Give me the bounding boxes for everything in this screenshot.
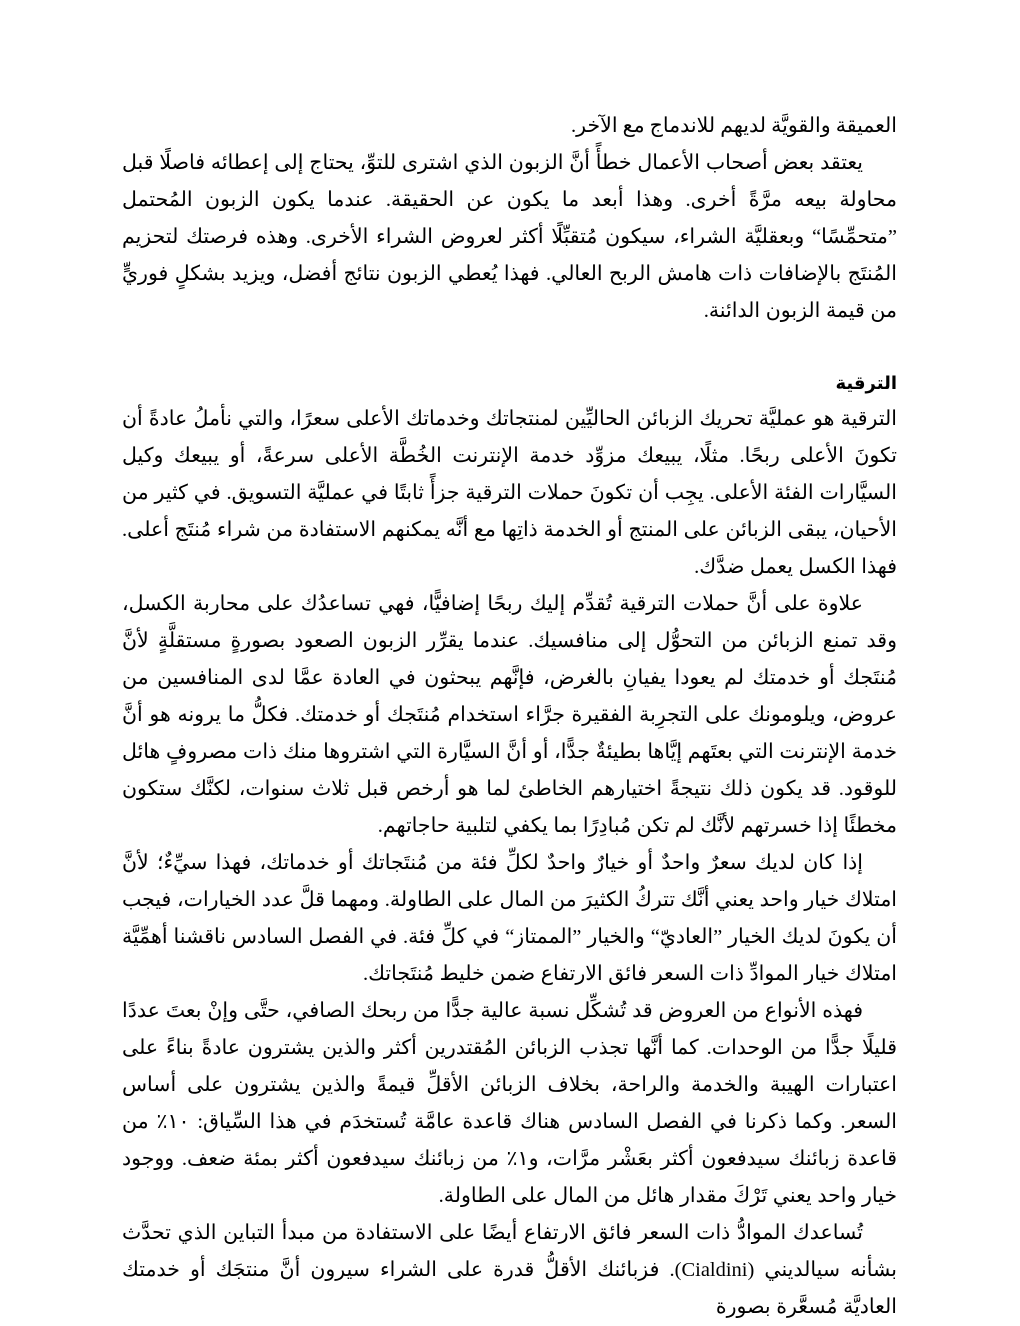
paragraph-6-latin-name: Cialdini — [681, 1259, 748, 1281]
heading-spacer — [122, 330, 897, 367]
carryover-line: العميقة والقويَّة لديهم للاندماج مع الآخر. — [571, 115, 897, 137]
paragraph-6-text-b: ). فزبائنك الأقلُّ قدرة على الشراء سيرون أنَّ منتجَك أو خدمتك العاديَّة مُسعَّرة بصورة — [122, 1259, 897, 1318]
paragraph-4: إذا كان لديك سعرٌ واحدٌ أو خيارٌ واحدٌ لكلِّ فئة من مُنتَجاتك أو خدماتك، فهذا سيِّءٌ؛ لأنَّ امتلاك خيار واحد يعني أنَّك تتركُ الكثيرَ من المال على الطاولة. ومهما قلَّ عدد الخيارات، فيجب أن يكونَ لديك الخيار ”العاديّ“ والخيار ”الممتاز“ في كلِّ فئة. في الفصل السادس ناقشنا أهمِّيَّة امتلاك خيار الموادِّ ذات السعر فائق الارتفاع ضمن خليط مُنتَجاتك. — [122, 852, 897, 985]
paragraph-5: فهذه الأنواع من العروض قد تُشكِّل نسبة عالية جدًّا من ربحك الصافي، حتَّى وإنْ بعتَ عددًا قليلًا جدًّا من الوحدات. كما أنَّها تجذب الزبائن المُقتدرين أكثر والذين يشترون عادةً بناءً على اعتبارات الهيبة والخدمة والراحة، بخلاف الزبائن الأقلِّ قيمةً والذين يشترون على أساس السعر. وكما ذكرنا في الفصل السادس هناك قاعدة عامَّة تُستخدَم في هذا السِّياق: ١٠٪ من قاعدة زبائنك سيدفعون أكثر بعَشْر مرَّات، و١٪ من زبائنك سيدفعون أكثر بمئة ضعف. ووجود خيار واحد يعني تَرْكَ مقدار هائل من المال على الطاولة. — [122, 1000, 897, 1207]
paragraph-3: علاوة على أنَّ حملات الترقية تُقدِّم إليك ربحًا إضافيًّا، فهي تساعدُك على محاربة الكسل، وقد تمنع الزبائن من التحوُّل إلى منافسيك. عندما يقرِّر الزبون الصعود بصورةٍ مستقلَّةٍ لأنَّ مُنتَجك أو خدمتك لم يعودا يفيانِ بالغرض، فإنَّهم يبحثون في العادة عمَّا لدى المنافسين من عروض، ويلومونك على التجرِبة الفقيرة جرَّاء استخدام مُنتَجك أو خدمتك. فكلُّ ما يرونه هو أنَّ خدمة الإنترنت التي بعتَهم إيَّاها بطيئةٌ جدًّا، أو أنَّ السيَّارة التي اشتروها منك ذات مصروفٍ هائل للوقود. قد يكون ذلك نتيجةً اختيارهم الخاطئ لما هو أرخص قبل ثلاث سنوات، لكنَّك ستكون مخطئًا إذا خسرتهم لأنَّك لم تكن مُبادِرًا بما يكفي لتلبية حاجاتهم. — [122, 593, 897, 837]
paragraph-6 — [122, 1215, 897, 1326]
paragraph-1: يعتقد بعض أصحاب الأعمال خطأً أنَّ الزبون الذي اشترى للتوِّ، يحتاج إلى إعطائه فاصلًا قبل محاولة بيعه مرَّةً أخرى. وهذا أبعد ما يكون عن الحقيقة. عندما يكون الزبون المُحتمل ”متحمِّسًا“ وبعقليَّة الشراء، سيكون مُتقبِّلًا أكثر لعروض الشراء الأخرى. وهذه فرصتك لتحزيم المُنتَج بالإضافات ذات هامش الربح العالي. فهذا يُعطي الزبون نتائج أفضل، ويزيد بشكلٍ فوريٍّ من قيمة الزبون الدائنة. — [122, 152, 897, 322]
section-heading-upgrade: الترقية — [835, 373, 897, 394]
paragraph-2: الترقية هو عمليَّة تحريك الزبائن الحاليِّين لمنتجاتك وخدماتك الأعلى سعرًا، والتي نأملُ عادةً أن تكونَ الأعلى ربحًا. مثلًا، يبيعك مزوِّد خدمة الإنترنت الخُطَّة الأعلى سرعةً، أو يبيعك وكيل السيَّارات الفئة الأعلى. يجِب أن تكونَ حملات الترقية جزأً ثابتًا في عمليَّة التسويق. في كثير من الأحيان، يبقى الزبائن على المنتج أو الخدمة ذاتِها مع أنَّه يمكنهم الاستفادة من شراء مُنتَج أعلى. فهذا الكسل يعمل ضدَّك. — [122, 408, 897, 578]
text-column — [122, 108, 897, 1326]
paragraph-6-text-a: تُساعدك الموادُّ ذات السعر فائق الارتفاع أيضًا على الاستفادة من مبدأ التباين الذي تحدَّث بشأنه سيالديني ( — [122, 1222, 898, 1281]
